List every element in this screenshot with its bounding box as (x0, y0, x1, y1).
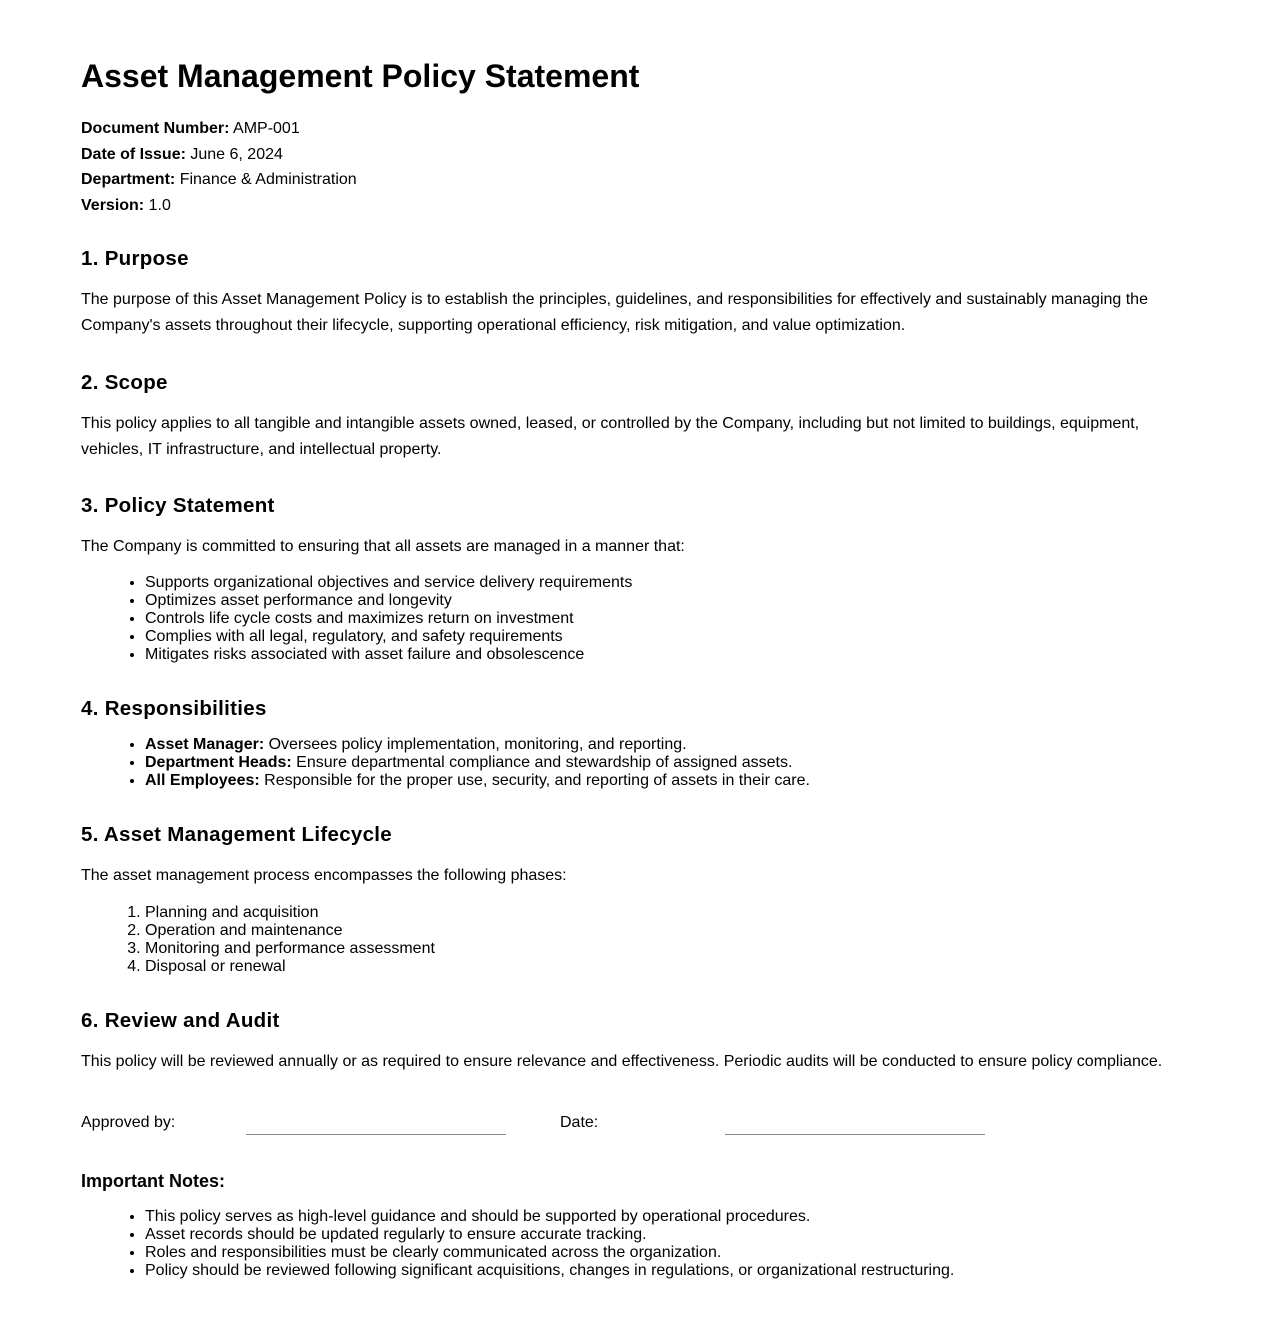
date-label: Date: (560, 1114, 599, 1131)
policy-list (81, 574, 632, 664)
purpose-text: The purpose of this Asset Management Policy is to establish the principles, guidelines, and responsibilities for effectively and sustainably managing the Company's assets throughout their lifecycle, supporting operational efficiency, risk mitigation, and value optimization. (81, 291, 1148, 334)
list-item: 1. Planning and acquisition (145, 904, 435, 922)
section-heading-policy-statement: 3. Policy Statement (81, 494, 275, 517)
review-text: This policy will be reviewed annually or as required to ensure relevance and effectiveness. Periodic audits will be conducted to ensure policy compliance. (81, 1053, 1163, 1070)
lifecycle-intro: The asset management process encompasses the following phases: (81, 867, 567, 884)
responsibilities-list (81, 736, 810, 790)
list-item (145, 754, 810, 772)
approved-by-signature-line[interactable] (246, 1134, 506, 1135)
section-heading-responsibilities: 4. Responsibilities (81, 697, 267, 720)
notes-list (81, 1208, 954, 1280)
meta-date-of-issue (81, 142, 357, 168)
list-item: • Complies with all legal, regulatory, and safety requirements (145, 628, 632, 646)
page-title: Asset Management Policy Statement (81, 58, 640, 94)
meta-value: AMP-001 (233, 120, 300, 137)
meta-value: June 6, 2024 (190, 145, 283, 163)
list-item: • Asset records should be updated regularly to ensure accurate tracking. (145, 1226, 954, 1244)
meta-value: 1.0 (148, 196, 171, 214)
role-text: Responsible for the proper use, security, and reporting of assets in their care. (264, 772, 810, 789)
list-item: • Controls life cycle costs and maximizes return on investment (145, 610, 632, 628)
meta-document-number (81, 116, 357, 142)
list-item: • Optimizes asset performance and longevity (145, 592, 632, 610)
lifecycle-list (81, 904, 435, 976)
role-text: Ensure departmental compliance and stewardship of assigned assets. (296, 754, 793, 771)
meta-label: Date of Issue: (81, 145, 186, 163)
meta-label: Department: (81, 171, 176, 188)
meta-value: Finance & Administration (179, 171, 357, 188)
list-item: • Supports organizational objectives and service delivery requirements (145, 574, 632, 592)
meta-label: Version: (81, 196, 145, 214)
list-item: 2. Operation and maintenance (145, 922, 435, 940)
document-metadata (81, 116, 357, 218)
meta-label: Document Number: (81, 120, 230, 137)
list-item (145, 736, 810, 754)
list-item: 4. Disposal or renewal (145, 958, 435, 976)
list-item: • Mitigates risks associated with asset failure and obsolescence (145, 646, 632, 664)
signature-block (81, 1114, 1081, 1138)
list-item: • Roles and responsibilities must be clearly communicated across the organization. (145, 1244, 954, 1262)
list-item: 3. Monitoring and performance assessment (145, 940, 435, 958)
list-item: • Policy should be reviewed following significant acquisitions, changes in regulations, or organizational restructuring. (145, 1262, 954, 1280)
date-signature-line[interactable] (725, 1134, 985, 1135)
scope-text: This policy applies to all tangible and intangible assets owned, leased, or controlled by the Company, including but not limited to buildings, equipment, vehicles, IT infrastructure, and intellectual property. (81, 415, 1140, 458)
notes-heading: Important Notes: (81, 1171, 225, 1191)
section-heading-review: 6. Review and Audit (81, 1009, 280, 1032)
role-label: Asset Manager: (145, 736, 265, 753)
role-text: Oversees policy implementation, monitoring, and reporting. (268, 736, 687, 753)
section-heading-lifecycle: 5. Asset Management Lifecycle (81, 823, 393, 846)
policy-intro: The Company is committed to ensuring that all assets are managed in a manner that: (81, 538, 685, 555)
section-heading-purpose: 1. Purpose (81, 247, 189, 270)
section-heading-scope: 2. Scope (81, 371, 168, 394)
meta-version (81, 193, 357, 219)
list-item (145, 772, 810, 790)
meta-department (81, 167, 357, 193)
role-label: Department Heads: (145, 754, 292, 771)
approved-by-label: Approved by: (81, 1114, 176, 1131)
list-item: • This policy serves as high-level guidance and should be supported by operational procedures. (145, 1208, 954, 1226)
role-label: All Employees: (145, 772, 260, 789)
